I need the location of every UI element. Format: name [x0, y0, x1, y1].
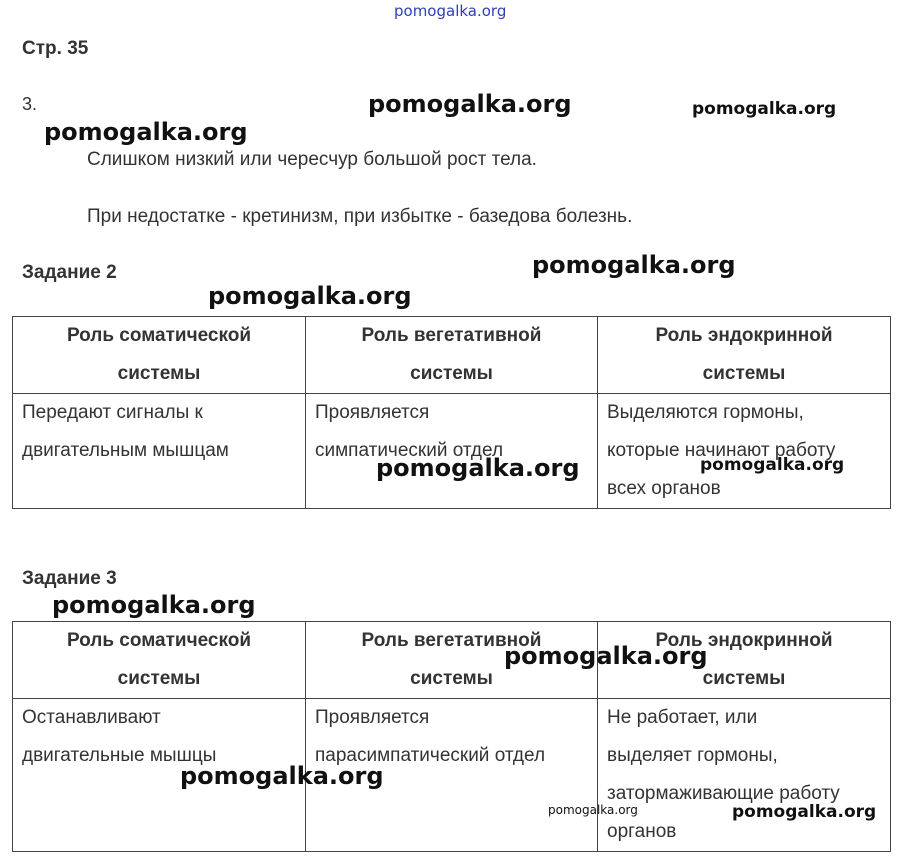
- cell-endocrine: [598, 394, 891, 509]
- header-line: Роль соматической: [66, 325, 252, 346]
- cell-line: затормаживающие работу: [607, 783, 840, 804]
- page-label: Стр. 35: [22, 38, 89, 59]
- header-endocrine: [598, 317, 891, 394]
- watermark: pomogalka.org: [208, 282, 412, 310]
- table-row: [13, 699, 891, 852]
- table-row: [13, 394, 891, 509]
- watermark: pomogalka.org: [504, 642, 708, 670]
- watermark: pomogalka.org: [700, 455, 845, 475]
- header-somatic: [13, 622, 306, 699]
- cell-vegetative: [306, 394, 598, 509]
- header-line: Роль вегетативной: [361, 325, 542, 346]
- watermark-top[interactable]: pomogalka.org: [394, 2, 507, 20]
- header-line: системы: [117, 363, 201, 384]
- cell-somatic: [13, 394, 306, 509]
- cell-line: двигательным мышцам: [22, 440, 229, 461]
- header-line: системы: [410, 363, 493, 384]
- watermark: pomogalka.org: [692, 99, 837, 119]
- header-line: Роль эндокринной: [655, 325, 833, 346]
- cell-line: Проявляется: [315, 707, 430, 728]
- header-line: Роль вегетативной: [361, 630, 542, 651]
- watermark: pomogalka.org: [44, 118, 248, 146]
- watermark: pomogalka.org: [180, 762, 384, 790]
- answer-line-2: При недостатке - кретинизм, при избытке - базедова болезнь.: [87, 206, 633, 227]
- cell-line: выделяет гормоны,: [607, 745, 778, 766]
- header-line: Роль эндокринной: [655, 630, 833, 651]
- watermark: pomogalka.org: [548, 803, 638, 817]
- watermark: pomogalka.org: [52, 591, 256, 619]
- task-3-title: Задание 3: [22, 568, 117, 589]
- cell-line: органов: [607, 821, 677, 842]
- watermark: pomogalka.org: [732, 802, 877, 822]
- cell-line: Не работает, или: [607, 707, 758, 728]
- watermark: pomogalka.org: [368, 90, 572, 118]
- cell-line: парасимпатический отдел: [315, 745, 546, 766]
- watermark: pomogalka.org: [376, 454, 580, 482]
- header-line: Роль соматической: [66, 630, 252, 651]
- header-line: системы: [702, 668, 786, 689]
- cell-line: Выделяются гормоны,: [607, 402, 804, 423]
- cell-line: Проявляется: [315, 402, 430, 423]
- question-number: 3.: [22, 94, 38, 114]
- cell-endocrine: [598, 699, 891, 852]
- cell-line: Передают сигналы к: [22, 402, 203, 423]
- header-vegetative: [306, 317, 598, 394]
- header-line: системы: [702, 363, 786, 384]
- header-line: системы: [117, 668, 201, 689]
- header-line: системы: [410, 668, 493, 689]
- watermark: pomogalka.org: [532, 251, 736, 279]
- answer-line-1: Слишком низкий или чересчур большой рост тела.: [87, 149, 537, 170]
- cell-line: всех органов: [607, 478, 721, 499]
- table-header-row: [13, 317, 891, 394]
- table-header-row: [13, 622, 891, 699]
- task-2-title: Задание 2: [22, 262, 117, 283]
- cell-line: симпатический отдел: [315, 440, 504, 461]
- cell-line: двигательные мышцы: [22, 745, 217, 766]
- cell-line: Останавливают: [22, 707, 161, 728]
- header-somatic: [13, 317, 306, 394]
- cell-line: которые начинают работу: [607, 440, 836, 461]
